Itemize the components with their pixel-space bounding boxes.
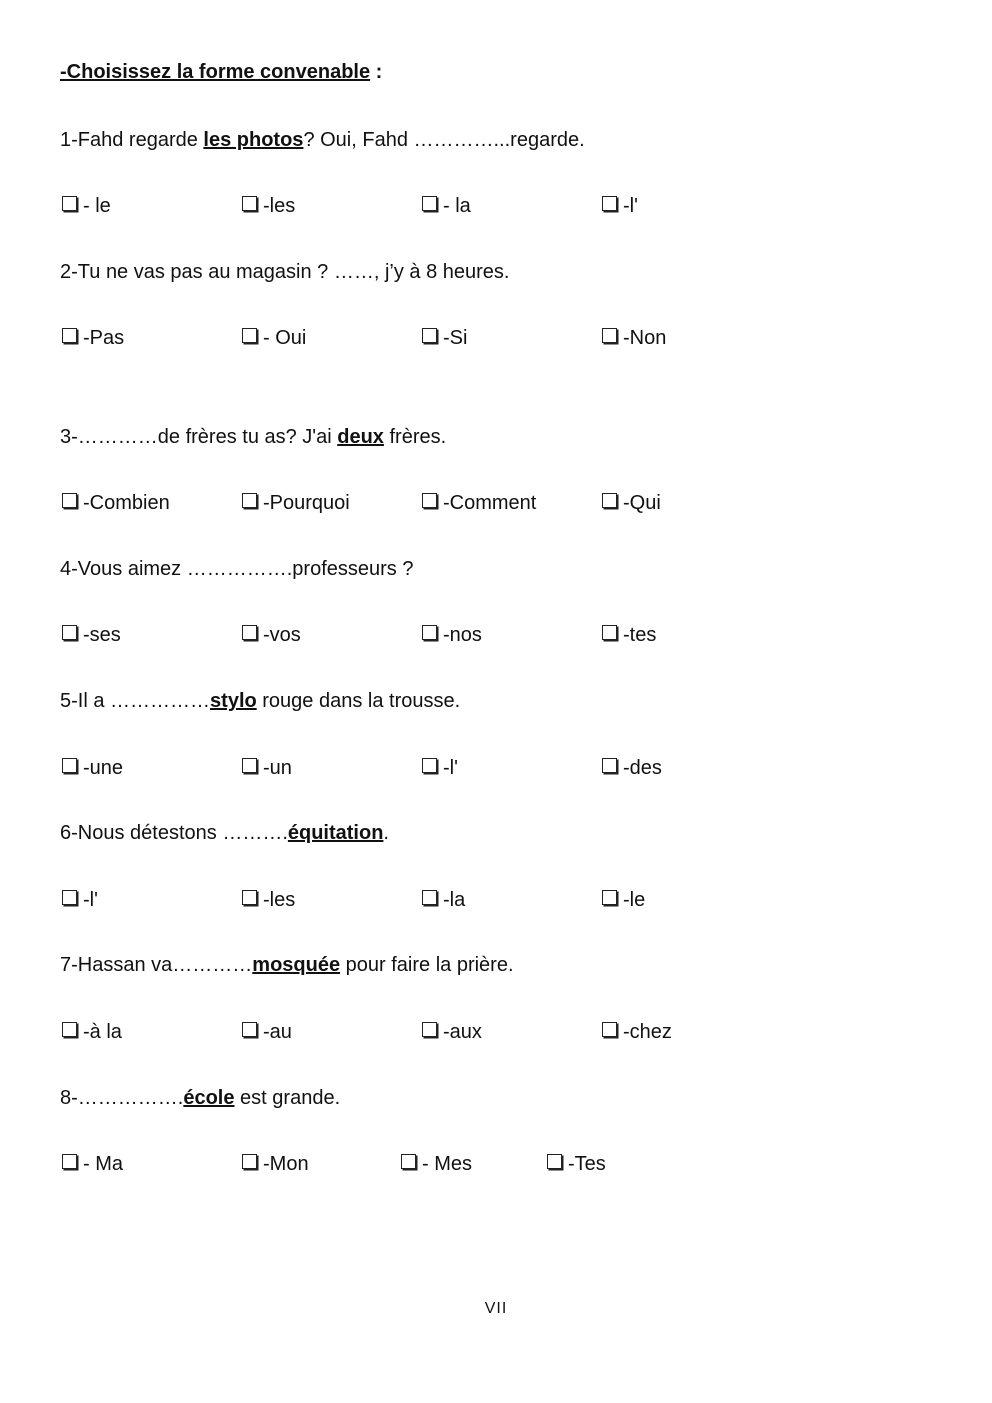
- option-label: - le: [83, 195, 111, 217]
- q7-option-d[interactable]: [602, 1020, 672, 1044]
- q1-option-a[interactable]: [62, 194, 111, 218]
- option-label: - Oui: [263, 327, 307, 349]
- checkbox[interactable]: [242, 890, 257, 905]
- checkbox[interactable]: [422, 1022, 437, 1037]
- question-text: 1-Fahd regarde: [60, 129, 204, 151]
- checkbox[interactable]: [422, 328, 437, 343]
- q3-option-a[interactable]: [62, 491, 170, 515]
- option-label: -la: [443, 889, 466, 911]
- option-label: -les: [263, 889, 296, 911]
- checkbox[interactable]: [62, 758, 77, 773]
- option-label: -Pourquoi: [263, 492, 350, 514]
- question-5: [60, 689, 460, 713]
- option-label: -les: [263, 195, 296, 217]
- checkbox[interactable]: [602, 196, 617, 211]
- q2-option-b[interactable]: [242, 326, 306, 350]
- question-text: 7-Hassan va…………: [60, 954, 253, 976]
- checkbox[interactable]: [422, 493, 437, 508]
- checkbox[interactable]: [62, 196, 77, 211]
- question-keyword: stylo: [210, 690, 257, 712]
- q4-option-a[interactable]: [62, 623, 121, 647]
- question-text: .: [383, 822, 389, 844]
- q2-option-d[interactable]: [602, 326, 666, 350]
- option-label: -aux: [443, 1021, 482, 1043]
- question-text: 5-Il a ……………: [60, 690, 211, 712]
- checkbox[interactable]: [242, 328, 257, 343]
- q5-option-b[interactable]: [242, 756, 292, 780]
- question-3: [60, 425, 446, 449]
- q1-option-b[interactable]: [242, 194, 295, 218]
- q1-option-d[interactable]: [602, 194, 638, 218]
- question-text: 4-Vous aimez …………….professeurs ?: [60, 558, 414, 580]
- question-2: [60, 260, 509, 284]
- checkbox[interactable]: [422, 196, 437, 211]
- question-text: 6-Nous détestons ……….: [60, 822, 288, 844]
- checkbox[interactable]: [422, 758, 437, 773]
- question-keyword: mosquée: [252, 954, 341, 976]
- option-label: -Pas: [83, 327, 125, 349]
- checkbox[interactable]: [602, 625, 617, 640]
- question-text: pour faire la prière.: [340, 954, 514, 976]
- checkbox[interactable]: [242, 1022, 257, 1037]
- checkbox[interactable]: [602, 493, 617, 508]
- checkbox[interactable]: [242, 625, 257, 640]
- q3-option-d[interactable]: [602, 491, 661, 515]
- q5-option-a[interactable]: [62, 756, 123, 780]
- exercise-title: [60, 61, 382, 84]
- q8-option-a[interactable]: [62, 1152, 123, 1176]
- question-8: [60, 1086, 340, 1110]
- option-label: -tes: [623, 624, 657, 646]
- option-label: -chez: [623, 1021, 672, 1043]
- checkbox[interactable]: [547, 1154, 562, 1169]
- question-text: frères.: [383, 426, 447, 448]
- q4-option-d[interactable]: [602, 623, 656, 647]
- question-1: [60, 128, 585, 152]
- checkbox[interactable]: [62, 1154, 77, 1169]
- question-keyword: les photos: [203, 129, 304, 151]
- q8-option-b[interactable]: [242, 1152, 309, 1176]
- checkbox[interactable]: [62, 1022, 77, 1037]
- option-label: -nos: [443, 624, 482, 646]
- checkbox[interactable]: [242, 758, 257, 773]
- q6-option-c[interactable]: [422, 888, 465, 912]
- option-label: -Si: [443, 327, 468, 349]
- option-label: -une: [83, 757, 124, 779]
- checkbox[interactable]: [422, 625, 437, 640]
- q5-option-c[interactable]: [422, 756, 458, 780]
- option-label: -à la: [83, 1021, 122, 1043]
- option-label: -l': [83, 889, 98, 911]
- q3-option-c[interactable]: [422, 491, 536, 515]
- option-label: -Comment: [443, 492, 537, 514]
- exercise-title-suffix: :: [370, 61, 383, 83]
- q2-option-a[interactable]: [62, 326, 124, 350]
- option-label: -Tes: [568, 1153, 606, 1175]
- checkbox[interactable]: [602, 1022, 617, 1037]
- option-label: -Qui: [623, 492, 661, 514]
- option-label: -vos: [263, 624, 301, 646]
- option-label: -ses: [83, 624, 121, 646]
- question-text: rouge dans la trousse.: [256, 690, 461, 712]
- q6-option-d[interactable]: [602, 888, 645, 912]
- question-4: [60, 557, 413, 581]
- question-text: 8-…………….: [60, 1087, 184, 1109]
- option-label: - Mes: [422, 1153, 472, 1175]
- q1-option-c[interactable]: [422, 194, 471, 218]
- checkbox[interactable]: [62, 890, 77, 905]
- q2-option-c[interactable]: [422, 326, 467, 350]
- q7-option-b[interactable]: [242, 1020, 292, 1044]
- option-label: -Non: [623, 327, 667, 349]
- q7-option-c[interactable]: [422, 1020, 482, 1044]
- checkbox[interactable]: [602, 890, 617, 905]
- option-label: - la: [443, 195, 471, 217]
- question-keyword: école: [183, 1087, 235, 1109]
- q4-option-b[interactable]: [242, 623, 301, 647]
- option-label: -le: [623, 889, 646, 911]
- checkbox[interactable]: [62, 328, 77, 343]
- option-label: -l': [443, 757, 458, 779]
- checkbox[interactable]: [242, 196, 257, 211]
- q4-option-c[interactable]: [422, 623, 482, 647]
- option-label: -Combien: [83, 492, 170, 514]
- q8-option-d[interactable]: [547, 1152, 606, 1176]
- checkbox[interactable]: [62, 625, 77, 640]
- q6-option-a[interactable]: [62, 888, 98, 912]
- q3-option-b[interactable]: [242, 491, 350, 515]
- option-label: -l': [623, 195, 638, 217]
- q8-option-c[interactable]: [401, 1152, 472, 1176]
- q5-option-d[interactable]: [602, 756, 662, 780]
- checkbox[interactable]: [401, 1154, 416, 1169]
- checkbox[interactable]: [242, 493, 257, 508]
- question-keyword: deux: [337, 426, 384, 448]
- q7-option-a[interactable]: [62, 1020, 122, 1044]
- question-keyword: équitation: [287, 822, 384, 844]
- question-6: [60, 821, 389, 845]
- question-text: est grande.: [234, 1087, 341, 1109]
- checkbox[interactable]: [602, 328, 617, 343]
- checkbox[interactable]: [62, 493, 77, 508]
- option-label: - Ma: [83, 1153, 123, 1175]
- option-label: -Mon: [263, 1153, 309, 1175]
- q6-option-b[interactable]: [242, 888, 295, 912]
- option-label: -au: [263, 1021, 292, 1043]
- option-label: -un: [263, 757, 292, 779]
- option-label: -des: [623, 757, 662, 779]
- question-text: ? Oui, Fahd …………...regarde.: [303, 129, 585, 151]
- exercise-title-text: -Choisissez la forme convenable: [60, 61, 371, 83]
- question-text: 3-…………de frères tu as? J'ai: [60, 426, 338, 448]
- page-number: VII: [484, 1300, 508, 1317]
- checkbox[interactable]: [602, 758, 617, 773]
- checkbox[interactable]: [422, 890, 437, 905]
- checkbox[interactable]: [242, 1154, 257, 1169]
- question-7: [60, 953, 514, 977]
- question-text: 2-Tu ne vas pas au magasin ? ……, j’y à 8 heures.: [60, 261, 510, 283]
